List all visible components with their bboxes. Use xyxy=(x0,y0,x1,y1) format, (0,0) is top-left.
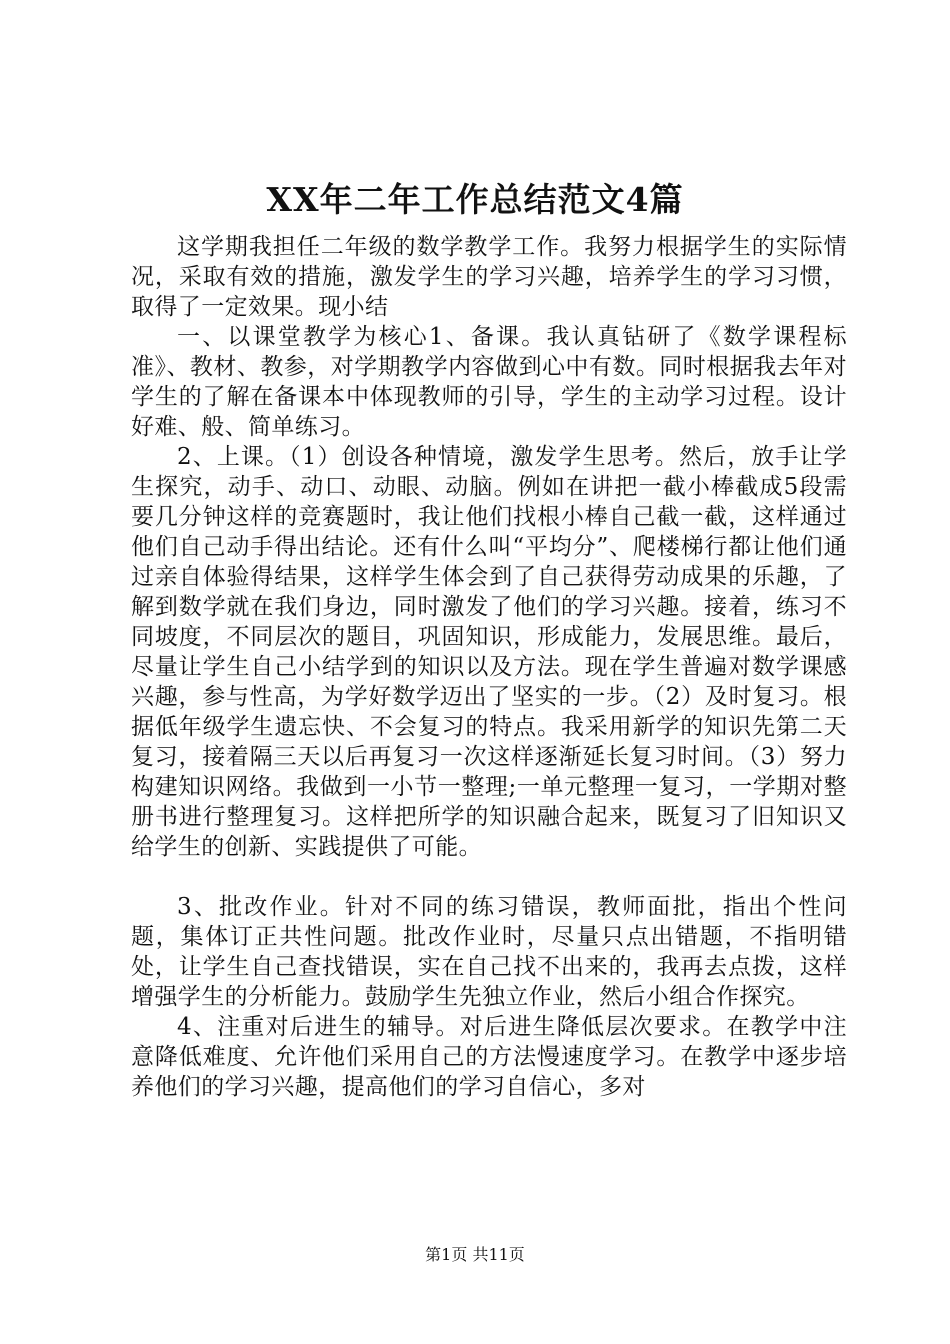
document-title: XX年二年工作总结范文4篇 xyxy=(266,180,684,219)
paragraph-tutoring: 4、注重对后进生的辅导。对后进生降低层次要求。在教学中注意降低难度、允许他们采用自己的方法慢速度学习。在教学中逐步培养他们的学习兴趣，提高他们的学习自信心，多对 xyxy=(131,1014,847,1100)
document-body xyxy=(131,232,847,1102)
paragraph-teaching: 2、上课。（1）创设各种情境，激发学生思考。然后，放手让学生探究，动手、动口、动眼、动脑。例如在讲把一截小棒截成5段需要几分钟这样的竞赛题时，我让他们找根小棒自己截一截，这样通过他们自己动手得出结论。还有什么叫“平均分”、爬楼梯行都让他们通过亲自体验得结果，这样学生体会到了自己获得劳动成果的乐趣，了解到数学就在我们身边，同时激发了他们的学习兴趣。接着，练习不同坡度，不同层次的题目，巩固知识，形成能力，发展思维。最后，尽量让学生自己小结学到的知识以及方法。现在学生普遍对数学课感兴趣，参与性高，为学好数学迈出了坚实的一步。（2）及时复习。根据低年级学生遗忘快、不会复习的特点。我采用新学的知识先第二天复习，接着隔三天以后再复习一次这样逐渐延长复习时间。（3）努力构建知识网络。我做到一小节一整理;一单元整理一复习，一学期对整册书进行整理复习。这样把所学的知识融合起来，既复习了旧知识又给学生的创新、实践提供了可能。 xyxy=(131,444,847,860)
paragraph-homework: 3、批改作业。针对不同的练习错误，教师面批，指出个性问题，集体订正共性问题。批改作业时，尽量只点出错题，不指明错处，让学生自己查找错误，实在自己找不出来的，我再去点拨，这样增强学生的分析能力。鼓励学生先独立作业，然后小组合作探究。 xyxy=(131,894,847,1010)
paragraph-intro: 这学期我担任二年级的数学教学工作。我努力根据学生的实际情况，采取有效的措施，激发学生的学习兴趣，培养学生的学习习惯，取得了一定效果。现小结 xyxy=(131,234,847,320)
page-footer: 第1页 共11页 xyxy=(425,1245,525,1264)
paragraph-lesson-prep: 一、以课堂教学为核心1、备课。我认真钻研了《数学课程标准》、教材、教参，对学期教学内容做到心中有数。同时根据我去年对学生的了解在备课本中体现教师的引导，学生的主动学习过程。设计好难、般、简单练习。 xyxy=(131,324,847,440)
